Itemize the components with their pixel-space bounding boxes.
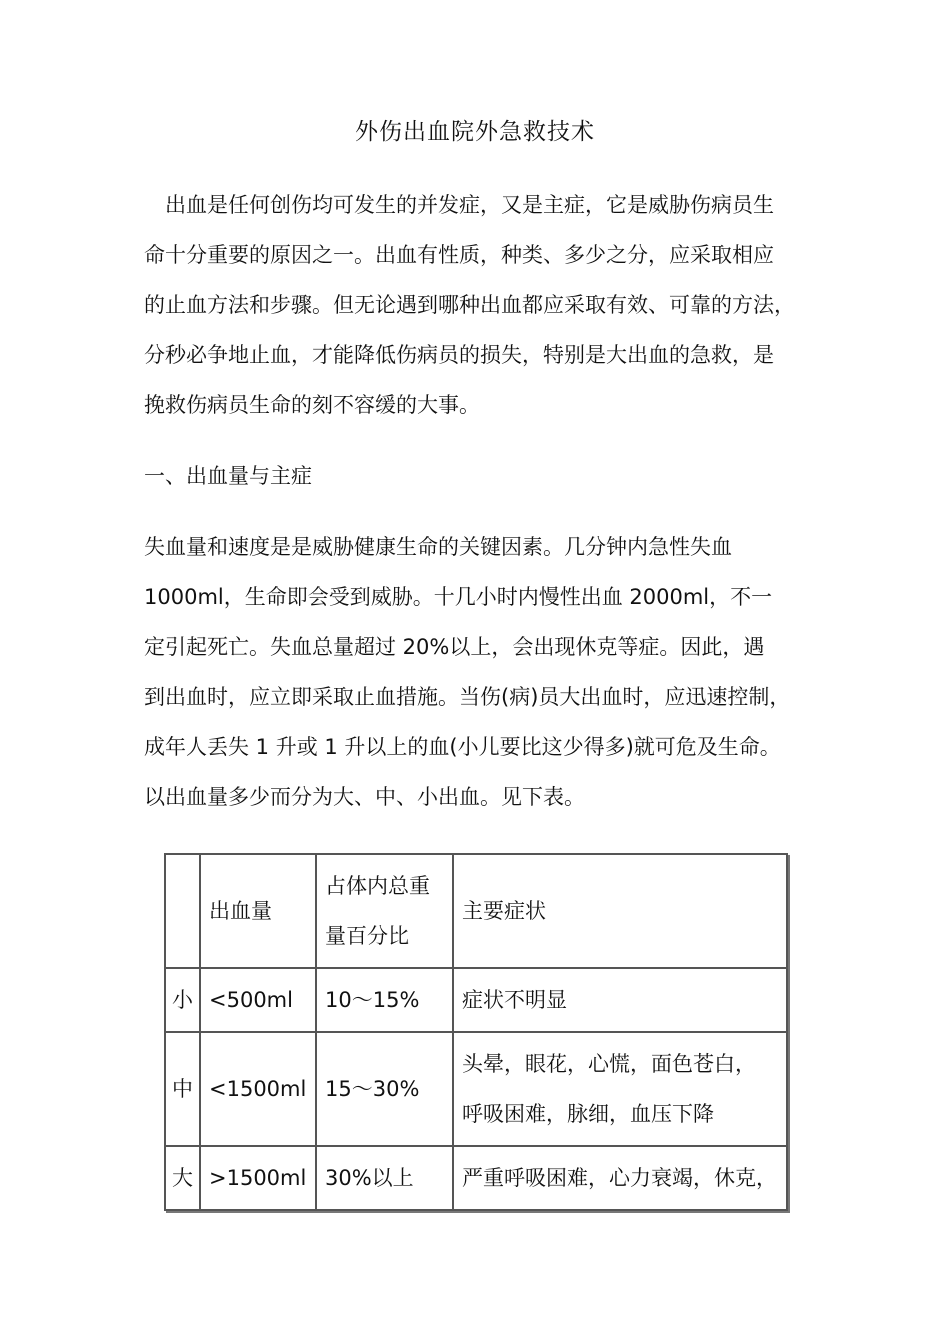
header-percent-text: 占体内总重: [325, 874, 430, 898]
document-title: 外伤出血院外急救技术: [355, 119, 595, 145]
symptoms-cell: [453, 968, 787, 1032]
table-row: [165, 968, 787, 1032]
level-cell: 大: [165, 1146, 200, 1210]
paragraph-line: 1000ml，生命即会受到威胁。十几小时内慢性出血 2000ml，不一: [144, 585, 773, 609]
symptoms-text: 呼吸困难，脉细，血压下降: [462, 1102, 714, 1126]
symptoms-text: 症状不明显: [462, 988, 567, 1012]
percent-cell: 10～15%: [316, 968, 453, 1032]
symptoms-cell: [453, 1146, 787, 1210]
header-percent-text: 量百分比: [325, 924, 409, 948]
level-cell: 中: [165, 1032, 200, 1146]
paragraph-line: 分秒必争地止血，才能降低伤病员的损失，特别是大出血的急救，是: [144, 343, 774, 367]
volume-cell: <1500ml: [200, 1032, 316, 1146]
paragraph-line: 的止血方法和步骤。但无论遇到哪种出血都应采取有效、可靠的方法，: [144, 293, 795, 317]
bleeding-table: [164, 853, 788, 1211]
table-header-row: [165, 854, 787, 968]
volume-cell: <500ml: [200, 968, 316, 1032]
table-row: [165, 1146, 787, 1210]
header-cell-percent: [316, 854, 453, 968]
section-heading: [144, 451, 824, 501]
volume-cell: >1500ml: [200, 1146, 316, 1210]
paragraph-line: 成年人丢失 1 升或 1 升以上的血(小儿要比这少得多)就可危及生命。: [144, 735, 781, 759]
paragraph-line: 到出血时，应立即采取止血措施。当伤(病)员大出血时，应迅速控制，: [144, 685, 791, 709]
percent-cell: 15～30%: [316, 1032, 453, 1146]
paragraph-line: 以出血量多少而分为大、中、小出血。见下表。: [144, 785, 585, 809]
intro-paragraph: [144, 180, 824, 430]
header-cell-symptoms: [453, 854, 787, 968]
percent-cell: 30%以上: [316, 1146, 453, 1210]
header-symptoms-text: 主要症状: [462, 899, 546, 923]
paragraph-line: 出血是任何创伤均可发生的并发症，又是主症，它是威胁伤病员生: [165, 193, 774, 217]
header-cell-level: [165, 854, 200, 968]
header-volume-text: 出血量: [209, 899, 272, 923]
section-paragraph: [144, 522, 824, 822]
symptoms-text: 严重呼吸困难，心力衰竭，休克，: [462, 1166, 777, 1190]
paragraph-line: 挽救伤病员生命的刻不容缓的大事。: [144, 393, 480, 417]
paragraph-line: 命十分重要的原因之一。出血有性质，种类、多少之分，应采取相应: [144, 243, 774, 267]
paragraph-line: 定引起死亡。失血总量超过 20%以上，会出现休克等症。因此，遇: [144, 635, 765, 659]
table-row: [165, 1032, 787, 1146]
paragraph-line: 失血量和速度是是威胁健康生命的关键因素。几分钟内急性失血: [144, 535, 732, 559]
level-cell: 小: [165, 968, 200, 1032]
header-cell-volume: [200, 854, 316, 968]
symptoms-cell: [453, 1032, 787, 1146]
symptoms-text: 头晕，眼花，心慌，面色苍白，: [462, 1052, 756, 1076]
section-heading-text: 一、出血量与主症: [144, 464, 312, 488]
